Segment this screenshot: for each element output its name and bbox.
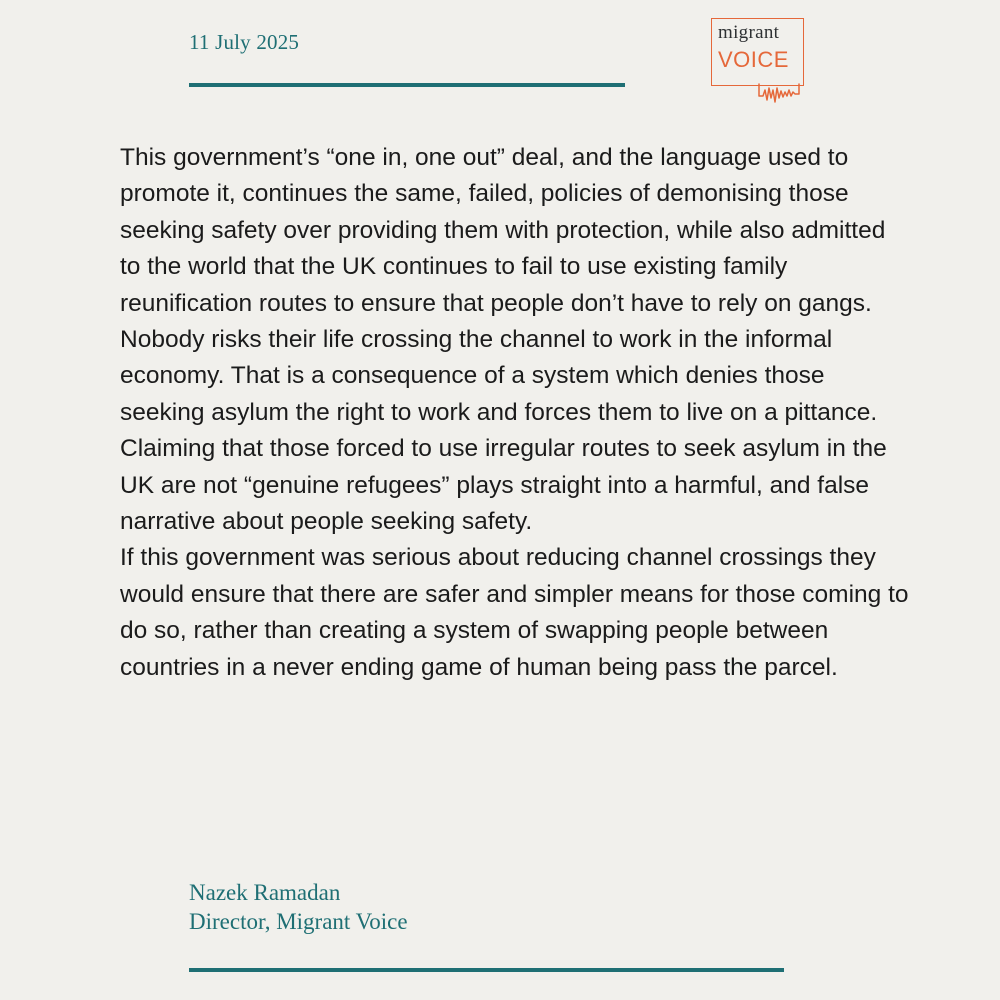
soundwave-icon: [711, 18, 811, 103]
migrant-voice-logo: [711, 18, 807, 98]
statement-paragraph: Claiming that those forced to use irregular routes to seek asylum in the UK are not “genuine refugees” plays straight into a harmful, and false narrative about people seeking safety.: [120, 435, 887, 536]
signature-name: Nazek Ramadan: [189, 880, 341, 905]
statement-paragraph: Nobody risks their life crossing the channel to work in the informal economy. That is a consequence of a system which denies those seeking asylum the right to work and forces them to live on a pittance.: [120, 326, 878, 426]
top-divider: [189, 83, 625, 87]
statement-paragraph: This government’s “one in, one out” deal, and the language used to promote it, continues the same, failed, policies of demonising those seeking safety over providing them with protection, while also admitted to the world that the UK continues to fail to use existing family reunification routes to ensure that people don’t have to rely on gangs.: [120, 144, 886, 317]
logo-word-voice: VOICE: [718, 47, 789, 72]
signature-block: [189, 878, 408, 936]
signature-title: Director, Migrant Voice: [189, 909, 408, 934]
logo-word-migrant: migrant: [718, 22, 780, 43]
statement-body: [120, 140, 910, 686]
bottom-divider: [189, 968, 784, 972]
statement-date: 11 July 2025: [189, 30, 300, 54]
statement-paragraph: If this government was serious about reducing channel crossings they would ensure that there are safer and simpler means for those coming to do so, rather than creating a system of swapping people between countries in a never ending game of human being pass the parcel.: [120, 544, 909, 681]
